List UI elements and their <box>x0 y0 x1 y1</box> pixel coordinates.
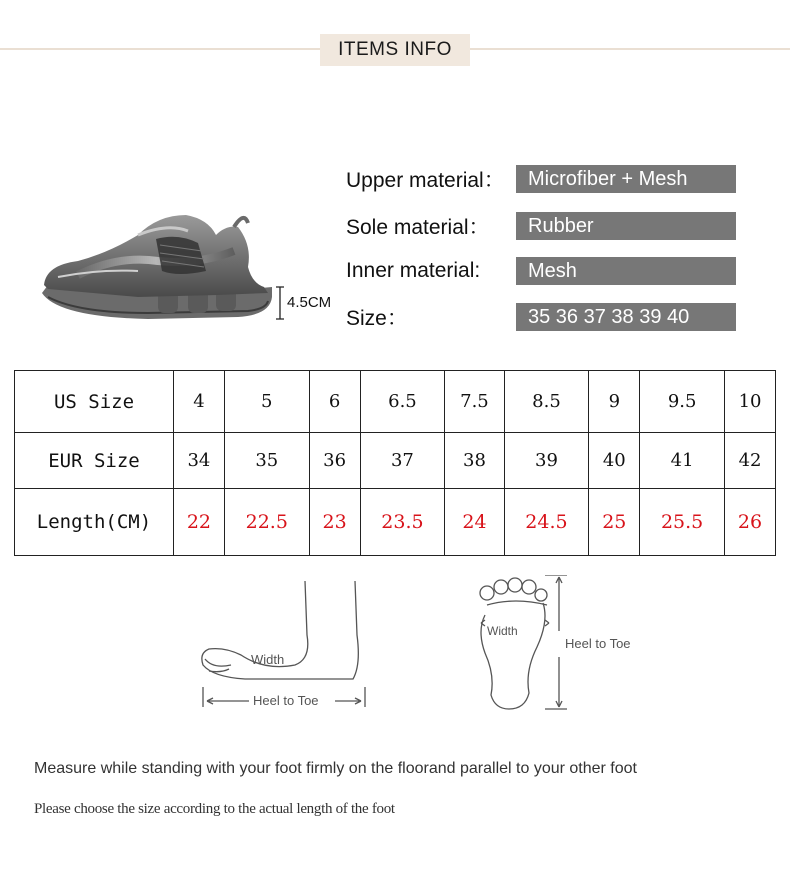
size-chart-table <box>14 370 776 556</box>
table-cell: 7.5 <box>445 371 504 433</box>
spec-value: Mesh <box>516 257 736 285</box>
table-row-length <box>15 489 776 556</box>
heel-height-label: 4.5CM <box>287 294 332 311</box>
table-cell: 22.5 <box>224 489 309 556</box>
spec-value: Rubber <box>516 212 736 240</box>
side-width-label: Width <box>251 652 285 667</box>
table-cell: 36 <box>309 433 360 489</box>
spec-label: Upper material： <box>346 169 505 192</box>
table-cell: 6.5 <box>360 371 445 433</box>
table-row-us <box>15 371 776 433</box>
side-length-label: Heel to Toe <box>253 693 319 708</box>
row-header: US Size <box>15 371 174 433</box>
sneaker-image <box>38 205 278 335</box>
table-cell: 5 <box>224 371 309 433</box>
spec-label: Inner material: <box>346 259 481 282</box>
table-cell: 8.5 <box>504 371 589 433</box>
table-cell: 4 <box>174 371 225 433</box>
sole-width-label: Width <box>487 624 518 638</box>
table-cell: 26 <box>725 489 776 556</box>
header-line-left <box>0 48 320 50</box>
table-cell: 35 <box>224 433 309 489</box>
table-cell: 10 <box>725 371 776 433</box>
heel-height-bracket <box>274 285 286 321</box>
table-cell: 6 <box>309 371 360 433</box>
table-cell: 34 <box>174 433 225 489</box>
row-header: EUR Size <box>15 433 174 489</box>
sole-length-label: Heel to Toe <box>565 636 631 651</box>
table-cell: 41 <box>640 433 725 489</box>
table-cell: 40 <box>589 433 640 489</box>
row-header: Length(CM) <box>15 489 174 556</box>
spec-label: Sole material： <box>346 216 490 239</box>
table-cell: 42 <box>725 433 776 489</box>
spec-sole-material <box>346 212 594 240</box>
foot-measurement-diagram <box>185 575 745 725</box>
size-instruction: Please choose the size according to the actual length of the foot <box>34 801 395 817</box>
section-title: ITEMS INFO <box>320 34 470 66</box>
table-cell: 9.5 <box>640 371 725 433</box>
spec-size <box>346 303 690 331</box>
table-row-eur <box>15 433 776 489</box>
spec-value: 35 36 37 38 39 40 <box>516 303 736 331</box>
table-cell: 23.5 <box>360 489 445 556</box>
spec-value: Microfiber + Mesh <box>516 165 736 193</box>
table-cell: 38 <box>445 433 504 489</box>
table-cell: 37 <box>360 433 445 489</box>
table-cell: 23 <box>309 489 360 556</box>
table-cell: 25.5 <box>640 489 725 556</box>
table-cell: 24 <box>445 489 504 556</box>
table-cell: 24.5 <box>504 489 589 556</box>
table-cell: 9 <box>589 371 640 433</box>
table-cell: 22 <box>174 489 225 556</box>
table-cell: 39 <box>504 433 589 489</box>
spec-upper-material <box>346 165 688 193</box>
spec-inner-material <box>346 257 577 285</box>
header-line-right <box>470 48 790 50</box>
spec-label: Size： <box>346 307 408 330</box>
measure-instruction: Measure while standing with your foot firmly on the floorand parallel to your other foot <box>34 760 637 777</box>
table-cell: 25 <box>589 489 640 556</box>
